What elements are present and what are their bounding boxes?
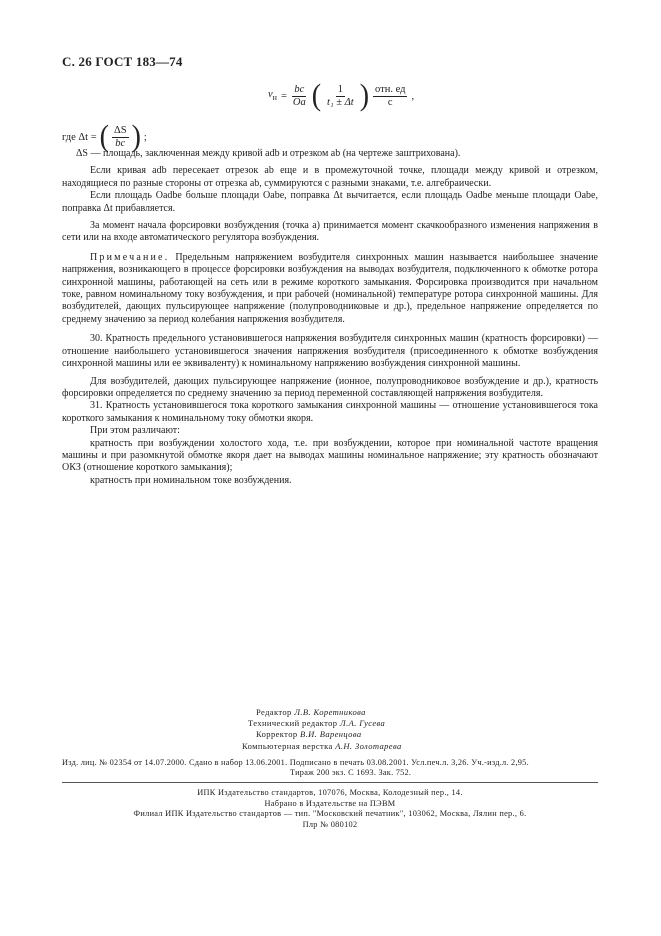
right-paren: ) [359, 78, 370, 113]
delta-fraction: $\frac{\Delta S}{bc}$ [113, 124, 127, 149]
paragraph-31c: кратность при номинальном токе возбуждения. [90, 474, 292, 486]
formula-fraction-1: $\frac{bc}{Oa}$ [292, 83, 306, 108]
publisher-line-4: Плр № 080102 [302, 819, 358, 829]
pub-line-2: Тираж 200 экз. С 1693. Зак. 752. [290, 768, 412, 778]
formula-tail: , [411, 90, 415, 102]
publisher-line-2: Набрано в Издательстве на ПЭВМ [264, 798, 396, 808]
formula [268, 78, 415, 113]
paragraph-delta-s: ΔS — площадь, заключенная между кривой adb и отрезком ab (на чертеже заштрихована). [76, 148, 461, 159]
note-text: Предельным напряжением возбудителя синхронных машин называется наибольшее значение напряжения, возникающего в процессе форсировки возбуждения на выводах возбудителя, подключенного к обмотке ротора синхронной машины, работающей на сеть или в режиме короткого замыкания. Форсировка производится при начальном токе, равном номинальному току возбуждения, и при рабочей (номинальной) температуре ротора синхронной машины. Для возбудителей, дающих пульсирующее напряжение (полупроводниковые и др.), предельное напряжение определяется по среднему значению за период колебания напряжения возбудителя. [62, 251, 598, 325]
formula-eq: = [280, 90, 287, 102]
body-text [62, 148, 598, 487]
credit-corrector: Корректор В.И. Варенцова [256, 729, 362, 740]
credit-editor: Редактор Л.В. Коретникова [256, 707, 366, 717]
publisher-line-3: Филиал ИПК Издательство стандартов — тип. "Московский печатник", 103062, Москва, Лялин пер., 6. [133, 809, 527, 818]
paragraph-30: 30. Кратность предельного установившегося напряжения возбудителя синхронных машин (кратность форсировки) — отношение наибольшего установившегося значения напряжения возбудителя (присоединенного к обмотке возбуждения синхронной машины или ее эквиваленту) к номинальному напряжению возбуждения синхронной машины. [62, 333, 598, 370]
publisher-block [62, 788, 598, 830]
credits [240, 707, 402, 752]
page-header: С. 26 ГОСТ 183—74 [62, 54, 183, 69]
paragraph-30b: Для возбудителей, дающих пульсирующее напряжение (ионное, полупроводниковое возбуждение и др.), кратность форсировки определяется по среднему значению за период переменной составляющей напряжения возбудителя. [62, 375, 598, 399]
formula-units: $\frac{\text{отн. ед}}{с}$ [375, 83, 406, 108]
paragraph-intersect: Если кривая adb пересекает отрезок ab еще и в промежуточной точке, площади между кривой и отрезком, находящиеся по разные стороны от отрезка ab, суммируются с разными знаками, т.е. алгебраически. [62, 165, 598, 189]
paragraph-31: 31. Кратность установившегося тока короткого замыкания синхронной машины — отношение установившегося тока короткого замыкания к номинальному току обмотки якоря. [62, 400, 598, 424]
paragraph-31a: При этом различают: [90, 425, 180, 437]
note [62, 252, 598, 326]
formula-fraction-2: $\frac{1}{\text{t₁ ± Δt}}$ [327, 83, 354, 108]
pub-line-1: Изд. лиц. № 02354 от 14.07.2000. Сдано в набор 13.06.2001. Подписано в печать 03.08.2001. Усл.печ.л. 3,26. Уч.-изд.л. 2,95. [62, 758, 529, 767]
credit-tech-editor: Технический редактор Л.А. Гусева [248, 718, 386, 729]
note-label: Примечание. [90, 251, 170, 263]
paragraph-31b: кратность при возбуждении холостого хода, т.е. при возбуждении, которое при номинальной частоте вращения машины и при разомкнутой обмотке якоря дает на выводах машины номинальное напряжение; эту кратность обозначают ОКЗ (отношение короткого замыкания); [62, 437, 598, 474]
left-paren: ( [311, 78, 322, 113]
divider [62, 782, 598, 783]
publication-info [62, 758, 602, 778]
credit-layout: Компьютерная верстка А.Н. Золотарева [242, 740, 402, 751]
paragraph-correction: Если площадь Oadbe больше площади Oabe, поправка Δt вычитается, если площадь Oadbe меньше площади Oabe, поправка Δt прибавляется. [62, 190, 598, 214]
formula-lhs: $v_н$ [268, 89, 277, 103]
where-formula: где Δt = ( $\frac{\Delta S}{bc}$ ) ; [62, 119, 147, 154]
publisher-line-1: ИПК Издательство стандартов, 107076, Москва, Колодезный пер., 14. [197, 788, 463, 797]
paragraph-forcing-start: За момент начала форсировки возбуждения (точка a) принимается момент скачкообразного изменения напряжения в сети или на входе автоматического регулятора возбуждения. [62, 220, 598, 244]
